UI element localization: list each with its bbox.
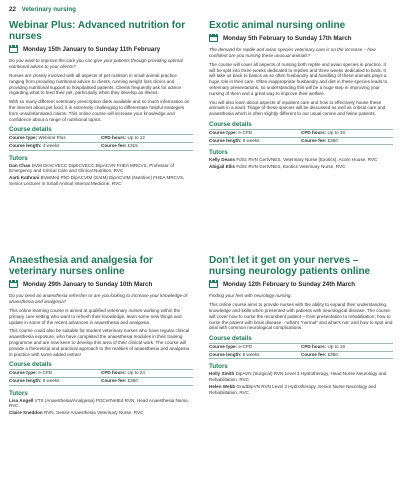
course-title: Don’t let it get on your nerves – nursing neurology patients online <box>209 255 371 278</box>
course-fee: Course fee: £315 <box>101 143 193 151</box>
course-title: Webinar Plus: Advanced nutrition for nurses <box>9 20 186 43</box>
cpd-hours: CPD hours: Up to 12 <box>101 135 193 143</box>
calendar-icon <box>9 280 18 288</box>
tutor-list <box>209 371 393 395</box>
course-details-heading: Course details <box>209 335 252 343</box>
course-body-paragraph: This online learning course is aimed at qualified veterinary nurses working within the primary care setting who want to refresh their knowledge, learn some new things and update in some of the recent advances in anaesthesia and analgesia. <box>9 308 182 325</box>
cpd-hours: CPD hours: Up to 18 <box>301 130 393 138</box>
course-dates: Monday 15th January to Sunday 11th February <box>9 44 193 54</box>
course-anaesthesia-analgesia <box>9 255 193 417</box>
course-length: Course length: 6 weeks <box>9 378 101 386</box>
tutor-entry: Aarti Kathrani BVetMed PhD DipACVIM (SAIM) DipACVIM (Nutrition) FHEA MRCVS, Senior Lecturer in Small Animal Internal Medicine, RVC <box>9 175 185 186</box>
course-details-heading: Course details <box>209 120 252 128</box>
tutor-entry: Claire Sneddon RVN, Senior Anaesthesia Veterinary Nurse, RVC <box>9 410 144 416</box>
cpd-hours: CPD hours: Up to 18 <box>301 344 393 352</box>
calendar-icon <box>9 45 18 53</box>
course-title: Anaesthesia and analgesia for veterinary nurses online <box>9 255 153 278</box>
course-title: Exotic animal nursing online <box>209 20 346 31</box>
course-fee: Course fee: £350 <box>301 352 393 360</box>
tutor-entry: Kelly Deans FdSc RVN CertVNES, Veterinary Nurse (Exotics), Acorn House, RVC <box>209 157 378 163</box>
course-neurology-nursing <box>209 255 393 397</box>
course-body-paragraph: With so many different veterinary prescription diets available and so much information on the internet about pet food, it is extremely challenging to differentiate helpful strategies from unsubstantiated claims. This online course will increase your knowledge and confidence about a range of nutritional topics. <box>9 99 190 122</box>
course-intro: The demand for reptile and avian species veterinary care is on the increase – how confident are you nursing these unusual animals? <box>209 47 376 58</box>
tutors-heading: Tutors <box>9 389 28 397</box>
course-type: Course type: e-CPD <box>209 344 301 352</box>
course-intro: Do you want to improve the care you can give your patients through providing optimal nutritional advice to your clients? <box>9 58 183 70</box>
course-details-heading: Course details <box>9 361 52 369</box>
page-number: 22 <box>9 6 16 13</box>
course-details-table <box>209 343 393 359</box>
course-dates: Monday 5th February to Sunday 17th March <box>209 33 393 43</box>
tutor-entry: Lisa Angell VTS (Anaesthesia/Analgesia) PGCertVetEd RVN, Head Anaesthesia Nurse, RVC <box>9 397 190 409</box>
tutors-heading: Tutors <box>209 149 228 157</box>
course-advanced-nutrition <box>9 20 193 188</box>
course-length: Course length: 4 weeks <box>9 143 101 151</box>
tutor-list <box>209 157 393 170</box>
course-fee: Course fee: £350 <box>301 138 393 146</box>
course-length: Course length: 6 weeks <box>209 352 301 360</box>
course-type: Course type: Webinar Plus <box>9 135 101 143</box>
tutor-entry: Dan Chan DVM DrACVECC DipECVECC DipACVN FHEA MRCVS, Professor of Emergency and Critical Care and Clinical Nutrition, RVC <box>9 162 174 174</box>
course-dates: Monday 29th January to Sunday 10th March <box>9 279 193 289</box>
course-exotic-animal-nursing <box>209 20 393 171</box>
course-body-paragraph: You will also learn about aspects of inpatient care and how to effectively house these animals in a ward. Triage of these species will be discussed as well as critical care and anaesthesia which is often slightly different to our usual canine and feline patients. <box>209 99 386 117</box>
cpd-hours: CPD hours: Up to 24 <box>101 370 193 378</box>
section-title: Veterinary nursing <box>21 6 76 13</box>
course-details-table <box>9 134 193 150</box>
course-details-table <box>9 369 193 385</box>
tutors-heading: Tutors <box>209 363 228 371</box>
course-type: Course type: e-CPD <box>9 370 101 378</box>
course-details-heading: Course details <box>9 126 52 134</box>
tutors-heading: Tutors <box>9 154 28 162</box>
course-intro: Finding your feet with neurology nursing. <box>209 293 292 299</box>
calendar-icon <box>209 280 218 288</box>
tutor-entry: Abigail Ellis FdSc RVN CertVNES, Exotics Veterinary Nurse, RVC <box>209 163 346 169</box>
page-header <box>9 6 76 13</box>
course-body-paragraph: Nurses are closely involved with all aspects of pet nutrition in small animal practice ranging from providing nutritional advice to clients, running weight loss clinics and providing nutritional support to hospitalised patients. Clients frequently ask for advice regarding what to feed their pet, particularly when they develop an illness. <box>9 73 182 96</box>
course-length: Course length: 6 weeks <box>209 138 301 146</box>
course-intro: Do you need an anaesthesia refresher or are you looking to increase your knowledge of anaesthesia and analgesia? <box>9 293 188 305</box>
course-type: Course type: e-CPD <box>209 130 301 138</box>
calendar-icon <box>209 34 218 42</box>
course-details-table <box>209 129 393 145</box>
course-fee: Course fee: £350 <box>101 378 193 386</box>
course-body-paragraph: This course could also be suitable for student veterinary nurses who have regular clinical anaesthesia exposure, who have completed the anaesthesia modules in their training programme and are now keen to develop this area of their clinical work. The course will provide a theoretical and practical approach to the realities of anaesthesia and analgesia in practice with some added extras! <box>9 328 190 357</box>
tutor-entry: Holly Smith DipAVN (Surgical) RVN Level 3 Hydrotherapy, Head Nurse Neurology and Rehabilitation, RVC <box>209 371 387 383</box>
course-body-paragraph: This online course aims to provide nurses with the ability to expand their understanding, knowledge and skills when presented with patients with neurological disease. The course will cover how to nurse the recumbent patient – from presentation to rehabilitation; how to nurse the patient with brain disease – what’s “normal” and what’s not; and how to spot and deal with common neurological complications. <box>209 302 393 331</box>
tutor-list <box>9 163 193 187</box>
tutor-entry: Helen Webb GradDipVN RVN Level 3 Hydrotherapy, Senior Nurse Neurology and Rehabilitation, RVC <box>209 383 376 395</box>
tutor-list <box>9 398 193 416</box>
course-body-paragraph: The course will cover all aspects of nursing both reptile and avian species in practice. It will be split into three weeks dedicated to reptiles and three weeks dedicated to birds. It will take us back to basics as so often husbandry and handling of these animals plays a huge role in their care. Often inappropriate husbandry and diet in these species leads to veterinary presentations, so understanding this will be a huge step in improving your nursing of them and a great way to improve their welfare. <box>209 61 388 96</box>
course-dates: Monday 12th February to Sunday 24th March <box>209 279 393 289</box>
